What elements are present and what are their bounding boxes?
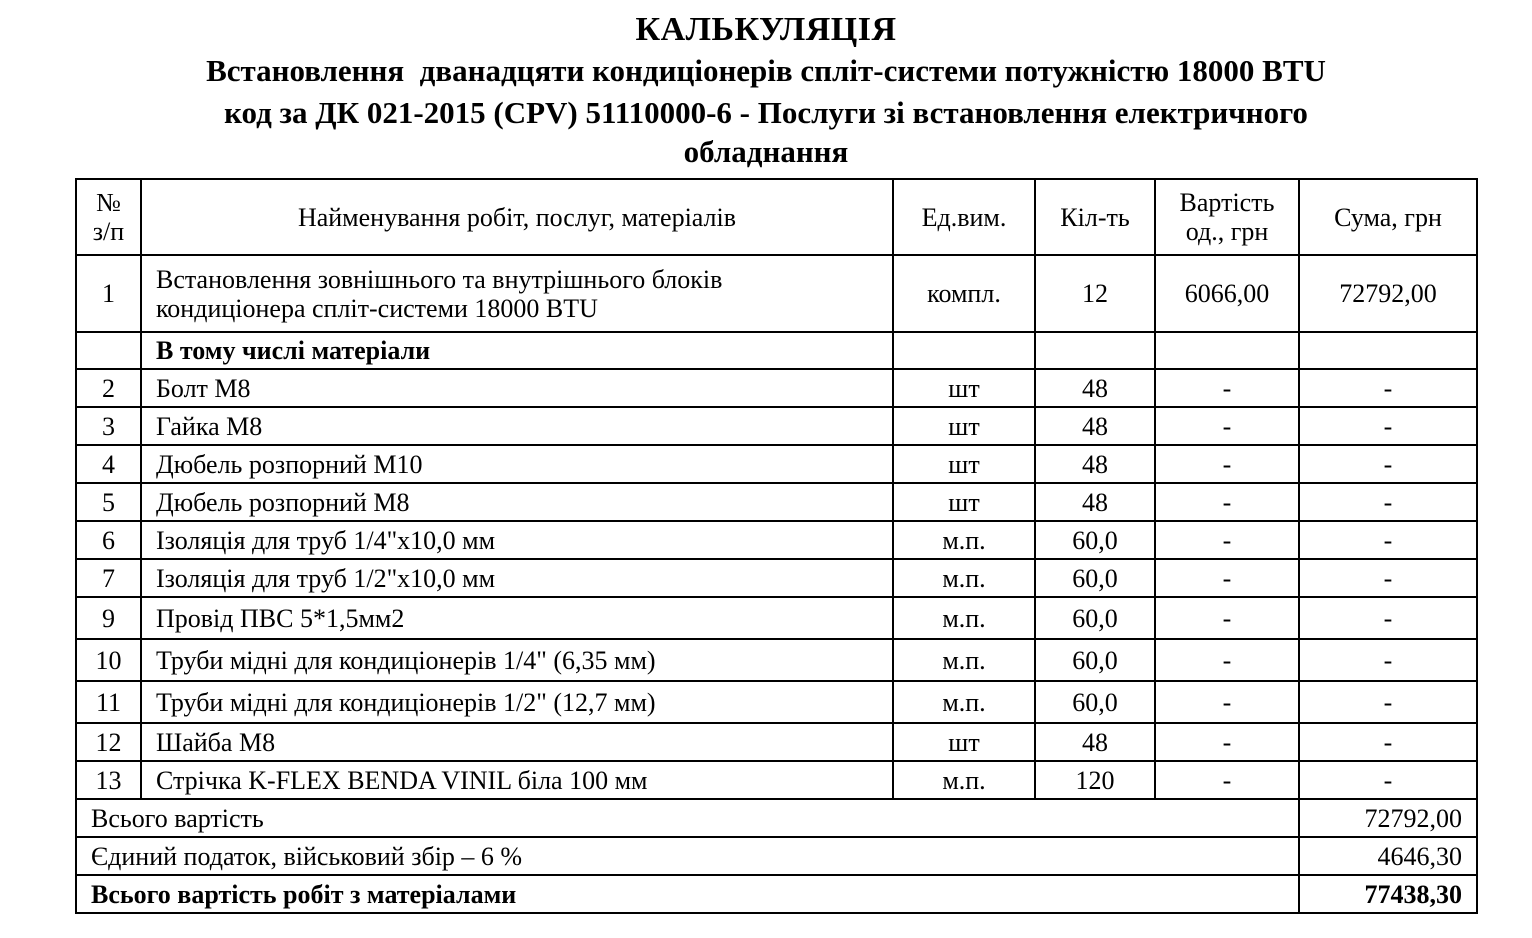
column-header-name: Найменування робіт, послуг, матеріалів bbox=[141, 179, 893, 255]
row-unit: шт bbox=[893, 483, 1035, 521]
total-label: Всього вартість bbox=[76, 799, 1299, 837]
row-unit-price: - bbox=[1155, 723, 1299, 761]
row-number: 10 bbox=[76, 639, 141, 681]
row-sum: - bbox=[1299, 369, 1477, 407]
table-row bbox=[76, 483, 1477, 521]
total-row-tax bbox=[76, 837, 1477, 875]
total-row-cost bbox=[76, 799, 1477, 837]
row-unit bbox=[893, 332, 1035, 369]
row-number: 3 bbox=[76, 407, 141, 445]
row-number: 13 bbox=[76, 761, 141, 799]
row-unit: м.п. bbox=[893, 559, 1035, 597]
table-row bbox=[76, 407, 1477, 445]
table-row bbox=[76, 597, 1477, 639]
materials-heading-row bbox=[76, 332, 1477, 369]
row-quantity bbox=[1035, 332, 1155, 369]
grand-total-value: 77438,30 bbox=[1299, 875, 1477, 913]
row-unit-price: - bbox=[1155, 483, 1299, 521]
row-number: 7 bbox=[76, 559, 141, 597]
row-unit: м.п. bbox=[893, 639, 1035, 681]
row-unit: шт bbox=[893, 445, 1035, 483]
document-title: КАЛЬКУЛЯЦІЯ bbox=[635, 11, 897, 48]
row-quantity: 120 bbox=[1035, 761, 1155, 799]
row-name: Труби мідні для кондиціонерів 1/2" (12,7 мм) bbox=[141, 681, 893, 723]
row-unit-price: 6066,00 bbox=[1155, 255, 1299, 332]
document-subtitle-line-1: Встановлення дванадцяти кондиціонерів спліт-системи потужністю 18000 BTU bbox=[206, 53, 1326, 88]
row-number: 2 bbox=[76, 369, 141, 407]
row-unit-price: - bbox=[1155, 761, 1299, 799]
column-header-number-line-1: № bbox=[96, 188, 121, 217]
row-name: Ізоляція для труб 1/4"х10,0 мм bbox=[141, 521, 893, 559]
row-quantity: 48 bbox=[1035, 723, 1155, 761]
document-header bbox=[0, 10, 1532, 170]
row-unit-price: - bbox=[1155, 559, 1299, 597]
row-quantity: 60,0 bbox=[1035, 559, 1155, 597]
row-sum bbox=[1299, 332, 1477, 369]
grand-total-label: Всього вартість робіт з матеріалами bbox=[76, 875, 1299, 913]
row-quantity: 48 bbox=[1035, 369, 1155, 407]
row-unit: м.п. bbox=[893, 681, 1035, 723]
row-number: 12 bbox=[76, 723, 141, 761]
row-name: Провід ПВС 5*1,5мм2 bbox=[141, 597, 893, 639]
row-unit-price: - bbox=[1155, 597, 1299, 639]
row-number: 6 bbox=[76, 521, 141, 559]
total-value: 72792,00 bbox=[1299, 799, 1477, 837]
row-sum: - bbox=[1299, 761, 1477, 799]
row-name-line-2: кондиціонера спліт-системи 18000 BTU bbox=[156, 293, 598, 323]
row-quantity: 48 bbox=[1035, 483, 1155, 521]
column-header-number-line-2: з/п bbox=[92, 217, 125, 246]
row-name: Ізоляція для труб 1/2"х10,0 мм bbox=[141, 559, 893, 597]
row-quantity: 48 bbox=[1035, 407, 1155, 445]
row-unit-price bbox=[1155, 332, 1299, 369]
row-unit-price: - bbox=[1155, 521, 1299, 559]
document-subtitle-line-2: код за ДК 021-2015 (CPV) 51110000-6 - Послуги зі встановлення електричного bbox=[224, 95, 1308, 130]
row-unit: м.п. bbox=[893, 521, 1035, 559]
table-row bbox=[76, 445, 1477, 483]
row-unit-price: - bbox=[1155, 639, 1299, 681]
row-unit: м.п. bbox=[893, 761, 1035, 799]
document-subtitle-line-3: обладнання bbox=[683, 134, 849, 169]
row-number bbox=[76, 332, 141, 369]
table-row bbox=[76, 369, 1477, 407]
row-unit-price: - bbox=[1155, 407, 1299, 445]
column-header-unit-price-line-2: од., грн bbox=[1185, 217, 1269, 246]
row-unit-price: - bbox=[1155, 369, 1299, 407]
row-number: 11 bbox=[76, 681, 141, 723]
column-header-unit-price-line-1: Вартість bbox=[1179, 188, 1275, 217]
row-name: Болт М8 bbox=[141, 369, 893, 407]
total-row-grand bbox=[76, 875, 1477, 913]
table-row bbox=[76, 521, 1477, 559]
row-number: 4 bbox=[76, 445, 141, 483]
row-name: Стрічка K-FLEX BENDA VINIL біла 100 мм bbox=[141, 761, 893, 799]
row-name: Гайка М8 bbox=[141, 407, 893, 445]
row-name-line-1: Встановлення зовнішнього та внутрішнього блоків bbox=[156, 264, 723, 294]
table-row bbox=[76, 681, 1477, 723]
table-row-main-service bbox=[76, 255, 1477, 332]
row-number: 1 bbox=[76, 255, 141, 332]
row-sum: - bbox=[1299, 521, 1477, 559]
materials-heading: В тому числі матеріали bbox=[141, 332, 893, 369]
row-unit: компл. bbox=[893, 255, 1035, 332]
column-header-quantity: Кіл-ть bbox=[1035, 179, 1155, 255]
row-quantity: 60,0 bbox=[1035, 597, 1155, 639]
row-sum: - bbox=[1299, 639, 1477, 681]
row-quantity: 60,0 bbox=[1035, 639, 1155, 681]
row-sum: - bbox=[1299, 407, 1477, 445]
row-unit-price: - bbox=[1155, 445, 1299, 483]
row-name: Дюбель розпорний М8 bbox=[141, 483, 893, 521]
table-row bbox=[76, 723, 1477, 761]
row-name: Шайба М8 bbox=[141, 723, 893, 761]
row-unit-price: - bbox=[1155, 681, 1299, 723]
row-unit: м.п. bbox=[893, 597, 1035, 639]
row-sum: - bbox=[1299, 483, 1477, 521]
table-row bbox=[76, 639, 1477, 681]
row-sum: - bbox=[1299, 723, 1477, 761]
tax-label: Єдиний податок, військовий збір – 6 % bbox=[76, 837, 1299, 875]
table-row bbox=[76, 559, 1477, 597]
row-sum: - bbox=[1299, 559, 1477, 597]
row-sum: - bbox=[1299, 597, 1477, 639]
row-name: Труби мідні для кондиціонерів 1/4" (6,35 мм) bbox=[141, 639, 893, 681]
calculation-table bbox=[75, 178, 1478, 914]
column-header-unit-price bbox=[1155, 179, 1299, 255]
column-header-sum: Сума, грн bbox=[1299, 179, 1477, 255]
row-quantity: 60,0 bbox=[1035, 681, 1155, 723]
row-name bbox=[141, 255, 893, 332]
row-sum: - bbox=[1299, 681, 1477, 723]
tax-value: 4646,30 bbox=[1299, 837, 1477, 875]
row-quantity: 60,0 bbox=[1035, 521, 1155, 559]
column-header-unit: Ед.вим. bbox=[893, 179, 1035, 255]
material-rows bbox=[76, 369, 1477, 799]
row-sum: - bbox=[1299, 445, 1477, 483]
row-number: 5 bbox=[76, 483, 141, 521]
row-sum: 72792,00 bbox=[1299, 255, 1477, 332]
row-unit: шт bbox=[893, 723, 1035, 761]
row-quantity: 12 bbox=[1035, 255, 1155, 332]
table-row bbox=[76, 761, 1477, 799]
row-unit: шт bbox=[893, 369, 1035, 407]
row-number: 9 bbox=[76, 597, 141, 639]
table-header-row bbox=[76, 179, 1477, 255]
row-name: Дюбель розпорний М10 bbox=[141, 445, 893, 483]
row-quantity: 48 bbox=[1035, 445, 1155, 483]
row-unit: шт bbox=[893, 407, 1035, 445]
column-header-number bbox=[76, 179, 141, 255]
